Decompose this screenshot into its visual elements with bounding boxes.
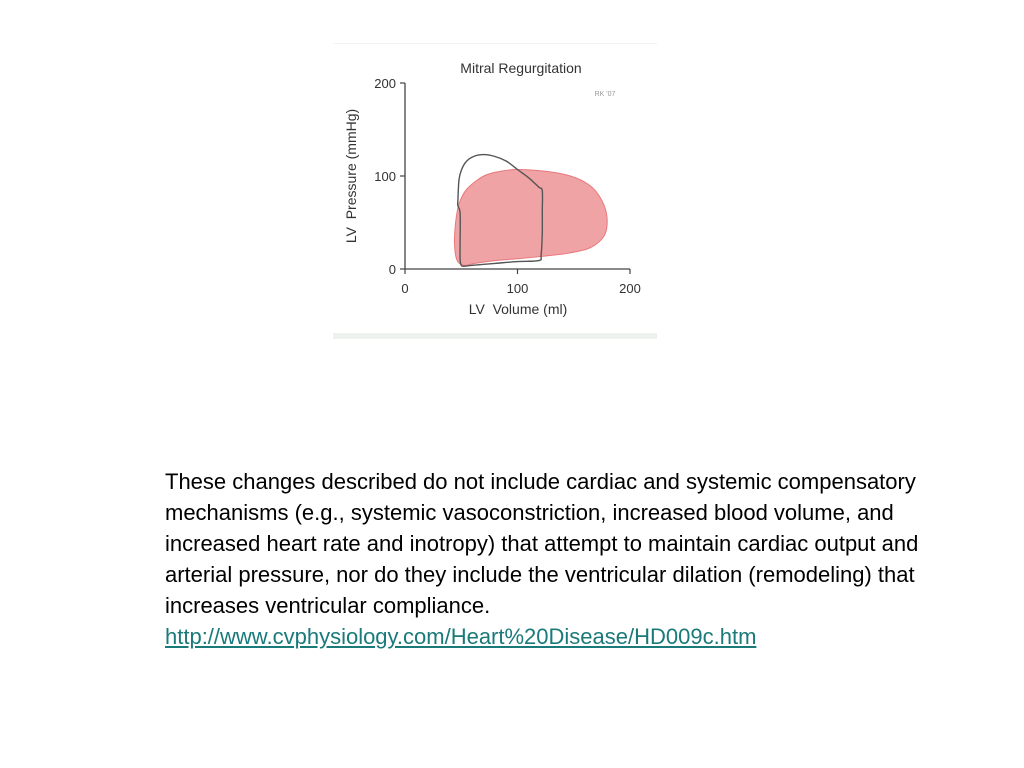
watermark-text: RK '07 bbox=[594, 91, 616, 98]
y-tick-label: 100 bbox=[374, 169, 396, 184]
caption-text: These changes described do not include cardiac and systemic compensatory mechanisms (e.g., systemic vasoconstriction, increased blood volume, and increased heart rate and inotropy) that attempt to maintain cardiac output and arterial pressure, nor do they include the ventricular dilation (remodeling) that increases ventricular compliance. bbox=[165, 469, 919, 618]
x-axis-label: LV Volume (ml) bbox=[468, 301, 568, 317]
chart-svg bbox=[333, 44, 657, 339]
y-tick-label: 0 bbox=[388, 262, 396, 277]
regurgitation-loop-path bbox=[454, 170, 607, 266]
x-tick-label: 0 bbox=[401, 281, 409, 296]
y-tick-label: 200 bbox=[374, 76, 396, 91]
caption-block bbox=[165, 466, 965, 652]
figure-bottom-band bbox=[333, 333, 657, 339]
x-tick-label: 100 bbox=[506, 281, 529, 296]
plot-area bbox=[454, 155, 607, 267]
source-link[interactable]: http://www.cvphysiology.com/Heart%20Disease/HD009c.htm bbox=[165, 624, 757, 649]
pressure-volume-chart bbox=[333, 43, 657, 339]
y-axis-label: LV Pressure (mmHg) bbox=[343, 108, 359, 244]
chart-title: Mitral Regurgitation bbox=[460, 60, 582, 76]
x-tick-label: 200 bbox=[619, 281, 641, 296]
